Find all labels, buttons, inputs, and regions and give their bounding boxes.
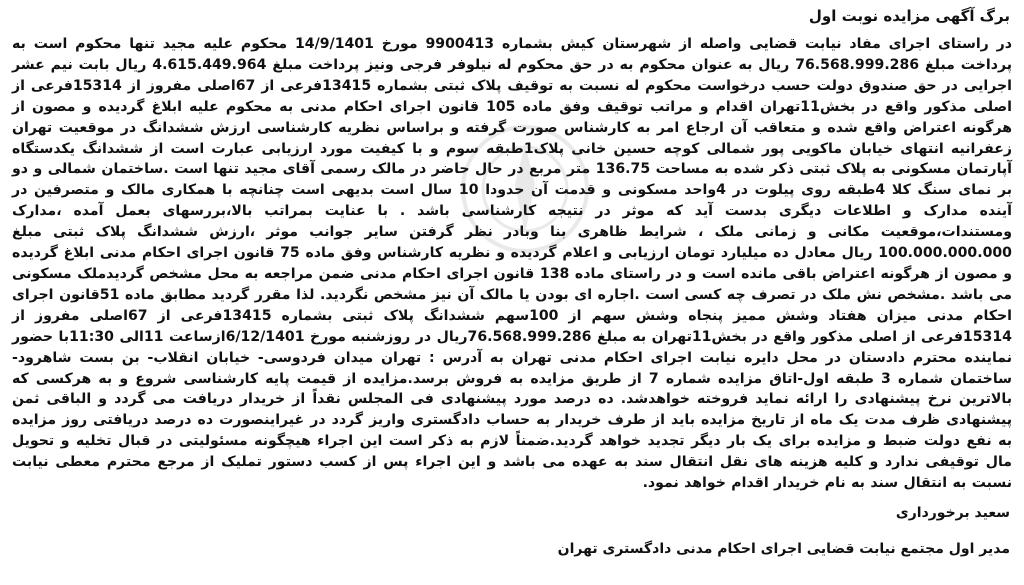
notice-body: در راستای اجرای مفاد نیابت قضایی واصله از شهرستان کیش بشماره 9900413 مورخ 14/9/1401 محکوم علیه مجید تنها محکوم است به پرداخت مبلغ 76.568.999.286 ریال به عنوان محکوم به در حق محکوم له نیلوفر فرجی ونیز پرداخت مبلغ 4.615.449.964 ریال بابت نیم عشر اجرایی در حق صندوق دولت حسب درخواست محکوم له نسبت به توقیف پلاک ثبتی بشماره 13415فرعی از 67اصلی مفروز از 15314فرعی از اصلی مذکور واقع در بخش11تهران اقدام و مراتب توقیف وفق ماده 105 قانون اجرای احکام مدنی به محکوم علیه ابلاغ گردیده و مصون از هرگونه اعتراض واقع شده و متعاقب آن ارجاع امر به کارشناس صورت گرفته و براساس نظریه کارشناسی ارزش ششدانگ در موقعیت تهران زعفرانیه انتهای خیابان ماکویی پور شمالی کوچه حسین خانی پلاک1طبقه سوم و با کیفیت مورد ارزیابی عبارت است از ششدانگ یکدستگاه آپارتمان مسکونی به پلاک ثبتی ذکر شده به مساحت 136.75 متر مربع در حال حاضر در مالک رسمی آقای مجید تنها است .ساختمان شمالی و دو بر نمای سنگ کلا 4طبقه روی پیلوت در 4واحد مسکونی و قدمت آن حدودا 10 سال است بدیهی است چنانچه با همکاری مالک و متصرفین در آینده مدارک و اطلاعات دیگری بدست آید که موثر در نتیجه کارشناسی باشد . با عنایت بمراتب بالا،بررسهای بعمل آمده ،مدارک ومستندات،موقعیت مکانی و زمانی ملک ، شرایط ظاهری بنا وبادر نظر گرفتن سایر جوانب موثر ،ارزش ششدانگ پلاک ثبتی مبلغ 100.000.000.000 ریال معادل ده میلیارد تومان ارزیابی و اعلام گردیده و نظریه کارشناس وفق ماده 75 قانون اجرای احکام مدنی ابلاغ گردیده و مصون از هرگونه اعتراض باقی مانده است و در راستای ماده 138 قانون اجرای احکام مدنی ضمن مراجعه به محل مشخص گردیدملک مسکونی می باشد .مشخص نش ملک در تصرف چه کسی است .اجاره ای بودن یا مالک آن نیز مشخص نگردید. لذا مقرر گردید مطابق ماده 51قانون اجرای احکام مدنی میزان هفتاد وشش ممیز پنجاه وشش سهم از 100سهم ششدانگ پلاک ثبتی بشماره 13415فرعی از 67اصلی مفروز از 15314فرعی از اصلی مذکور واقع در بخش11تهران به مبلغ 76.568.999.286ریال در روزشنبه مورخ 6/12/1401ازساعت 11الی 11:30با حضور نماینده محترم دادستان در محل دایره نیابت اجرای احکام مدنی تهران به آدرس : تهران میدان فردوسی- خیابان انقلاب- بن بست شاهرود- ساختمان شماره 3 طبقه اول-اتاق مزایده شماره 7 از طریق مزایده به فروش برسد.مزایده از قیمت پایه کارشناسی شروع و به هرکسی که بالاترین نرخ پیشنهادی را ارائه نماید فروخته خواهدشد. ده درصد مورد پیشنهادی فی المجلس نقداً از خریدار دریافت می گردد و الباقی ثمن پیشنهادی ظرف مدت یک ماه از تاریخ مزایده باید از طرف خریدار به حساب دادگستری واریز گردد در غیراینصورت ده درصد دریافتی روز مزایده به نفع دولت ضبط و مزایده برای یک بار دیگر تجدید خواهد گردید.ضمناً لازم به ذکر است این اجراء هیچگونه مسئولیتی در قبال تخلیه و تحویل مال توقیفی ندارد و کلیه هزینه های نقل انتقال سند به عهده می باشد و این اجراء پس از کسب دستور تملیک از مرجع محترم معطی نیابت نسبت به انتقال سند به نام خریدار اقدام خواهد نمود.: [12, 36, 1013, 492]
auction-notice: [10, 4, 1014, 581]
signatory-name: سعید برخورداری: [895, 504, 1010, 521]
notice-title: برگ آگهی مزایده نوبت اول: [808, 7, 1010, 25]
signatory-role: مدیر اول مجتمع نیابت قضایی اجرای احکام مدنی دادگستری تهران: [557, 540, 1010, 557]
